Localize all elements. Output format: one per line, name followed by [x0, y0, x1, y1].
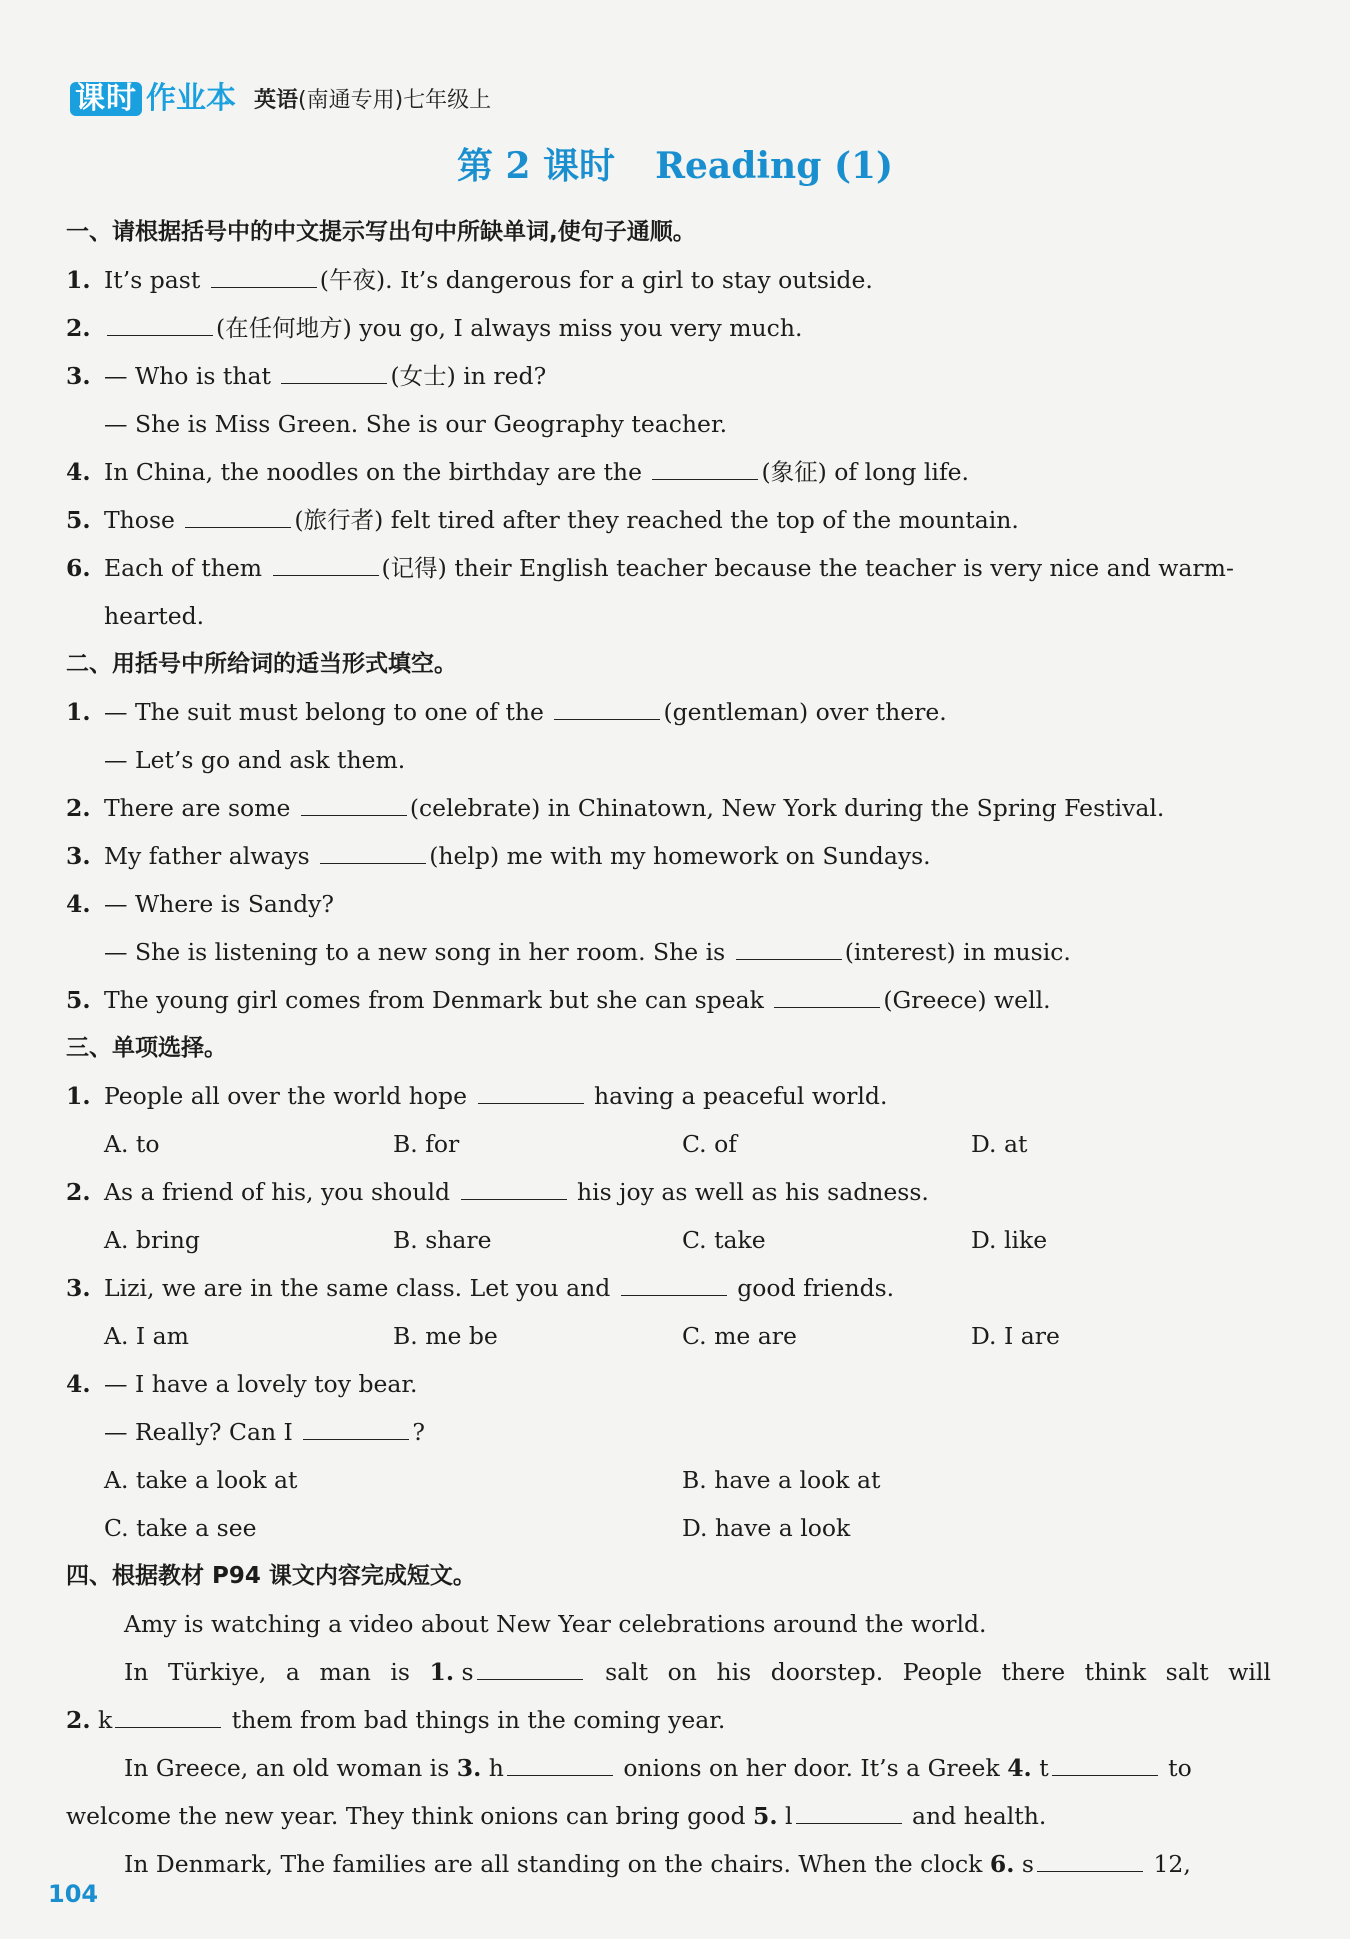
hint-text: (help): [429, 842, 500, 870]
hint-text: (旅行者): [294, 506, 384, 534]
exercise-line: [66, 832, 1271, 880]
question-number: 2.: [66, 794, 91, 822]
passage-text: onions on her door. It’s a Greek: [623, 1754, 1000, 1782]
hint-text: (女士): [390, 362, 456, 390]
exercise-content: [66, 208, 1271, 1888]
question-text: — The suit must belong to one of the: [104, 698, 544, 726]
word: salt: [605, 1658, 649, 1686]
word: doorstep.: [770, 1658, 884, 1686]
question-text: There are some: [104, 794, 291, 822]
question-number: 1.: [66, 1082, 91, 1110]
lesson-topic: Reading (1): [655, 145, 894, 187]
option-b[interactable]: B. for: [393, 1130, 460, 1158]
section-3-heading: 三、单项选择。: [66, 1035, 227, 1061]
question-number: 1.: [66, 266, 91, 294]
passage-line-5: [66, 1792, 1271, 1840]
question-text: hearted.: [104, 602, 205, 630]
word: his: [716, 1658, 752, 1686]
option-a[interactable]: A. I am: [104, 1322, 189, 1350]
word: there: [1001, 1658, 1066, 1686]
edition: (南通专用)七年级上: [298, 88, 492, 113]
question-3-options: [66, 1312, 1271, 1360]
word: People: [902, 1658, 982, 1686]
question-text: over there.: [808, 698, 947, 726]
blank-number: 6.: [989, 1850, 1015, 1878]
question-text: in Chinatown, New York during the Spring Festival.: [540, 794, 1165, 822]
option-a[interactable]: A. bring: [104, 1226, 200, 1254]
question-1-options: [66, 1120, 1271, 1168]
blank-number: 5.: [752, 1802, 778, 1830]
option-b[interactable]: B. me be: [393, 1322, 498, 1350]
passage-line-3: [66, 1696, 1271, 1744]
question-text: well.: [986, 986, 1051, 1014]
question-text: The young girl comes from Denmark but she can speak: [104, 986, 764, 1014]
hint-text: (gentleman): [663, 698, 809, 726]
option-d[interactable]: D. have a look: [682, 1514, 851, 1542]
option-c[interactable]: C. take a see: [104, 1514, 257, 1542]
blank-1: [429, 1648, 585, 1696]
hint-text: (interest): [844, 938, 956, 966]
option-b[interactable]: B. share: [393, 1226, 492, 1254]
first-letter: l: [785, 1802, 793, 1830]
lesson-number: 第 2 课时: [456, 145, 616, 187]
word: salt: [1165, 1658, 1209, 1686]
question-text: — She is listening to a new song in her room. She is: [104, 938, 726, 966]
word: In: [124, 1658, 149, 1686]
answer-blank[interactable]: [652, 478, 758, 480]
question-text: in music.: [955, 938, 1071, 966]
question-text: his joy as well as his sadness.: [569, 1178, 929, 1206]
question-text: — Really? Can I: [104, 1418, 293, 1446]
page-header: [70, 76, 491, 116]
question-4-options-row-1: [66, 1456, 1271, 1504]
question-3: [66, 1264, 1271, 1312]
exercise-line: [66, 592, 1271, 640]
question-text: Lizi, we are in the same class. Let you and: [104, 1274, 611, 1302]
exercise-line: [66, 928, 1271, 976]
question-2-options: [66, 1216, 1271, 1264]
answer-blank[interactable]: [115, 1726, 221, 1728]
subject: 英语: [254, 88, 299, 113]
page-number: 104: [48, 1880, 99, 1908]
first-letter: h: [488, 1754, 504, 1782]
answer-blank[interactable]: [211, 286, 317, 288]
answer-blank[interactable]: [301, 814, 407, 816]
option-d[interactable]: D. at: [971, 1130, 1028, 1158]
question-text: ?: [412, 1418, 425, 1446]
answer-blank[interactable]: [303, 1438, 409, 1440]
question-number: 5.: [66, 506, 91, 534]
logo-ke: 课时: [70, 82, 142, 116]
word: man: [319, 1658, 371, 1686]
passage-text: and health.: [912, 1802, 1047, 1830]
question-number: 5.: [66, 986, 91, 1014]
question-text: you go, I always miss you very much.: [351, 314, 803, 342]
answer-blank[interactable]: [477, 1678, 583, 1680]
section-1-heading: 一、请根据括号中的中文提示写出句中所缺单词,使句子通顺。: [66, 219, 696, 245]
question-number: 4.: [66, 458, 91, 486]
answer-blank[interactable]: [107, 334, 213, 336]
question-4: [66, 1360, 1271, 1408]
question-number: 3.: [66, 842, 91, 870]
question-text: their English teacher because the teacher is very nice and warm-: [446, 554, 1234, 582]
answer-blank[interactable]: [478, 1102, 584, 1104]
question-text: Those: [104, 506, 175, 534]
answer-blank[interactable]: [281, 382, 387, 384]
exercise-line: [66, 400, 1271, 448]
question-text: in red?: [455, 362, 547, 390]
question-1: [66, 1072, 1271, 1120]
passage-line-1: Amy is watching a video about New Year celebrations around the world.: [124, 1610, 987, 1638]
first-letter: t: [1039, 1754, 1049, 1782]
answer-blank[interactable]: [320, 862, 426, 864]
first-letter: s: [461, 1658, 474, 1686]
exercise-line: [66, 448, 1271, 496]
option-b[interactable]: B. have a look at: [682, 1466, 881, 1494]
question-text: — I have a lovely toy bear.: [104, 1370, 418, 1398]
question-4-options-row-2: [66, 1504, 1271, 1552]
exercise-line: [66, 976, 1271, 1024]
question-number: 2.: [66, 1178, 91, 1206]
answer-blank[interactable]: [796, 1822, 902, 1824]
option-d[interactable]: D. like: [971, 1226, 1048, 1254]
passage-text: In Greece, an old woman is: [124, 1754, 450, 1782]
hint-text: (记得): [381, 554, 447, 582]
exercise-line: [66, 352, 1271, 400]
hint-text: (在任何地方): [216, 314, 352, 342]
question-text: . It’s dangerous for a girl to stay outside.: [385, 266, 873, 294]
question-text: People all over the world hope: [104, 1082, 468, 1110]
question-number: 1.: [66, 698, 91, 726]
word: Türkiye,: [167, 1658, 267, 1686]
answer-blank[interactable]: [1052, 1774, 1158, 1776]
series-logo: [70, 82, 236, 116]
question-4-line-2: [66, 1408, 1271, 1456]
answer-blank[interactable]: [1037, 1870, 1143, 1872]
hint-text: (celebrate): [409, 794, 541, 822]
hint-text: (午夜): [319, 266, 386, 294]
exercise-line: [66, 736, 1271, 784]
section-4-heading: 四、根据教材 P94 课文内容完成短文。: [66, 1563, 476, 1589]
exercise-line: [66, 784, 1271, 832]
passage-text: In Denmark, The families are all standing on the chairs. When the clock: [124, 1850, 983, 1878]
answer-blank[interactable]: [185, 526, 291, 528]
exercise-line: [66, 544, 1271, 592]
option-c[interactable]: C. take: [682, 1226, 766, 1254]
word: a: [285, 1658, 300, 1686]
answer-blank[interactable]: [774, 1006, 880, 1008]
question-number: 4.: [66, 890, 91, 918]
lesson-title: [0, 138, 1350, 189]
word: on: [667, 1658, 697, 1686]
option-c[interactable]: C. me are: [682, 1322, 797, 1350]
section-1-items: [66, 256, 1271, 640]
option-c[interactable]: C. of: [682, 1130, 737, 1158]
question-text: In China, the noodles on the birthday are the: [104, 458, 642, 486]
answer-blank[interactable]: [507, 1774, 613, 1776]
question-text: — She is Miss Green. She is our Geography teacher.: [104, 410, 728, 438]
word: will: [1228, 1658, 1271, 1686]
passage-text: welcome the new year. They think onions can bring good: [66, 1802, 746, 1830]
answer-blank[interactable]: [461, 1198, 567, 1200]
blank-number: 4.: [1007, 1754, 1032, 1782]
passage-line-4: [66, 1744, 1271, 1792]
answer-blank[interactable]: [621, 1294, 727, 1296]
question-number: 6.: [66, 554, 91, 582]
question-number: 3.: [66, 362, 91, 390]
question-text: of long life.: [826, 458, 970, 486]
blank-number: 1.: [429, 1658, 455, 1686]
question-text: felt tired after they reached the top of the mountain.: [383, 506, 1019, 534]
exercise-line: [66, 304, 1271, 352]
question-text: — Where is Sandy?: [104, 890, 334, 918]
section-2-items: [66, 688, 1271, 1024]
hint-text: (象征): [761, 458, 827, 486]
exercise-line: [66, 496, 1271, 544]
first-letter: s: [1021, 1850, 1034, 1878]
question-number: 2.: [66, 314, 91, 342]
hint-text: (Greece): [883, 986, 987, 1014]
option-a[interactable]: A. take a look at: [104, 1466, 298, 1494]
question-text: good friends.: [729, 1274, 895, 1302]
passage-text: 12,: [1153, 1850, 1191, 1878]
passage-line-6: [66, 1840, 1271, 1888]
question-text: My father always: [104, 842, 310, 870]
option-a[interactable]: A. to: [104, 1130, 160, 1158]
question-number: 3.: [66, 1274, 91, 1302]
passage-text: to: [1168, 1754, 1192, 1782]
answer-blank[interactable]: [736, 958, 842, 960]
word: think: [1084, 1658, 1147, 1686]
blank-number: 3.: [456, 1754, 482, 1782]
answer-blank[interactable]: [554, 718, 660, 720]
question-text: having a peaceful world.: [586, 1082, 888, 1110]
question-text: It’s past: [104, 266, 201, 294]
question-text: — Let’s go and ask them.: [104, 746, 406, 774]
question-text: me with my homework on Sundays.: [499, 842, 931, 870]
first-letter: k: [98, 1706, 113, 1734]
passage-text: them from bad things in the coming year.: [231, 1706, 726, 1734]
blank-number: 2.: [66, 1706, 91, 1734]
word: is: [390, 1658, 410, 1686]
exercise-line: [66, 880, 1271, 928]
question-2: [66, 1168, 1271, 1216]
book-name: [254, 86, 491, 116]
exercise-line: [66, 256, 1271, 304]
question-number: 4.: [66, 1370, 91, 1398]
exercise-line: [66, 688, 1271, 736]
question-text: — Who is that: [104, 362, 271, 390]
question-text: As a friend of his, you should: [104, 1178, 451, 1206]
question-text: Each of them: [104, 554, 263, 582]
section-2-heading: 二、用括号中所给词的适当形式填空。: [66, 651, 457, 677]
passage-line-2: [66, 1648, 1271, 1696]
option-d[interactable]: D. I are: [971, 1322, 1060, 1350]
answer-blank[interactable]: [273, 574, 379, 576]
logo-text: 作业本: [146, 81, 236, 116]
